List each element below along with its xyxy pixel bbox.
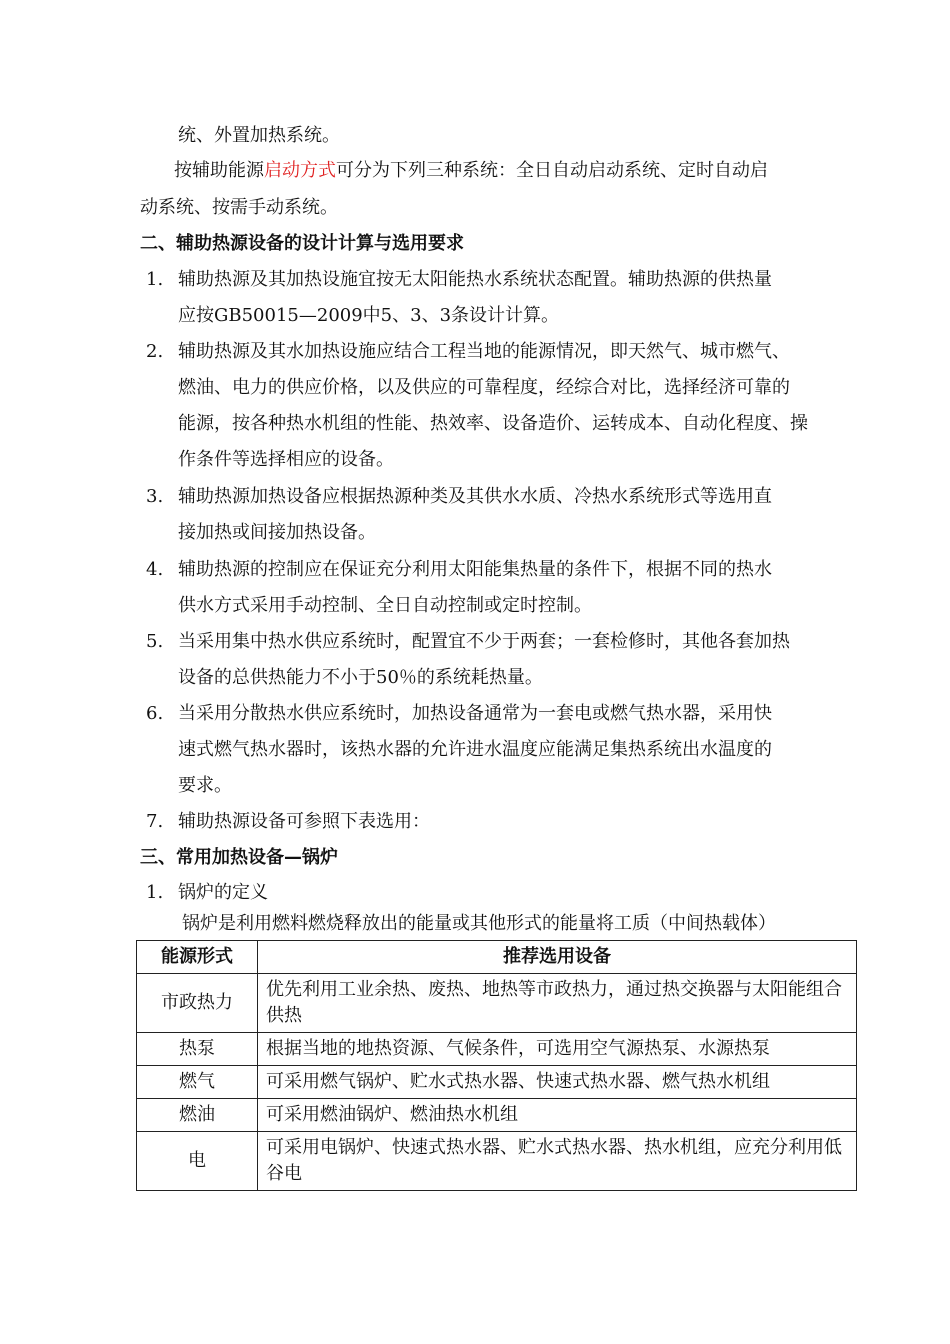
header-cell: 推荐选用设备 — [258, 941, 857, 974]
list-item-line: 要求。 — [178, 775, 232, 796]
energy-source-table — [136, 940, 857, 1191]
list-item-line: 辅助热源加热设备应根据热源种类及其供水水质、冷热水系统形式等选用直 — [178, 486, 772, 507]
list-item-line: 辅助热源的控制应在保证充分利用太阳能集热量的条件下，根据不同的热水 — [178, 559, 772, 580]
para-line — [174, 159, 768, 183]
list-number: 2. — [146, 341, 164, 362]
list-number: 1. — [146, 882, 164, 903]
list-item-line: 燃油、电力的供应价格，以及供应的可靠程度，经综合对比，选择经济可靠的 — [178, 377, 790, 398]
para-text: 可分为下列三种系统：全日自动启动系统、定时自动启 — [336, 160, 768, 181]
list-number: 7. — [146, 811, 164, 832]
energy-source-cell: 电 — [137, 1132, 258, 1191]
table-header-row — [137, 941, 857, 974]
list-number: 6. — [146, 703, 164, 724]
table-row — [137, 1099, 857, 1132]
list-number: 1. — [146, 269, 164, 290]
list-item-line: 当采用分散热水供应系统时，加热设备通常为一套电或燃气热水器，采用快 — [178, 703, 772, 724]
device-cell: 可采用燃油锅炉、燃油热水机组 — [258, 1099, 857, 1132]
list-item-line: 接加热或间接加热设备。 — [178, 522, 376, 543]
table-row — [137, 974, 857, 1033]
table-row — [137, 1132, 857, 1191]
list-item-line: 应按GB50015—2009中5、3、3条设计计算。 — [178, 305, 560, 326]
energy-source-cell: 燃气 — [137, 1066, 258, 1099]
subheading: 锅炉的定义 — [178, 882, 268, 903]
table-row — [137, 1033, 857, 1066]
section-heading: 二、辅助热源设备的设计计算与选用要求 — [140, 233, 464, 254]
device-cell: 优先利用工业余热、废热、地热等市政热力，通过热交换器与太阳能组合供热 — [258, 974, 857, 1033]
energy-source-cell: 市政热力 — [137, 974, 258, 1033]
list-item-line: 能源，按各种热水机组的性能、热效率、设备造价、运转成本、自动化程度、操 — [178, 413, 808, 434]
para-line: 锅炉是利用燃料燃烧释放出的能量或其他形式的能量将工质（中间热载体） — [182, 913, 776, 934]
list-number: 4. — [146, 559, 164, 580]
list-item-line: 辅助热源及其水加热设施应结合工程当地的能源情况，即天然气、城市燃气、 — [178, 341, 790, 362]
list-number: 3. — [146, 486, 164, 507]
section-heading: 三、常用加热设备—锅炉 — [140, 847, 338, 868]
list-item-line: 辅助热源及其加热设施宜按无太阳能热水系统状态配置。辅助热源的供热量 — [178, 269, 772, 290]
list-item-line: 设备的总供热能力不小于50％的系统耗热量。 — [178, 667, 543, 688]
para-line: 动系统、按需手动系统。 — [140, 197, 338, 218]
energy-source-cell: 燃油 — [137, 1099, 258, 1132]
header-cell: 能源形式 — [137, 941, 258, 974]
device-cell: 可采用燃气锅炉、贮水式热水器、快速式热水器、燃气热水机组 — [258, 1066, 857, 1099]
device-cell: 根据当地的地热资源、气候条件，可选用空气源热泵、水源热泵 — [258, 1033, 857, 1066]
device-cell: 可采用电锅炉、快速式热水器、贮水式热水器、热水机组，应充分利用低谷电 — [258, 1132, 857, 1191]
highlighted-text: 启动方式 — [264, 160, 336, 181]
list-item-line: 速式燃气热水器时，该热水器的允许进水温度应能满足集热系统出水温度的 — [178, 739, 772, 760]
table-row — [137, 1066, 857, 1099]
list-item-line: 当采用集中热水供应系统时，配置宜不少于两套；一套检修时，其他各套加热 — [178, 631, 790, 652]
list-item-line: 供水方式采用手动控制、全日自动控制或定时控制。 — [178, 595, 592, 616]
energy-source-cell: 热泵 — [137, 1033, 258, 1066]
list-number: 5. — [146, 631, 164, 652]
para-text: 按辅助能源 — [174, 160, 264, 181]
list-item-line: 作条件等选择相应的设备。 — [178, 449, 394, 470]
para-line: 统、外置加热系统。 — [178, 125, 340, 146]
list-item-line: 辅助热源设备可参照下表选用： — [178, 811, 430, 832]
